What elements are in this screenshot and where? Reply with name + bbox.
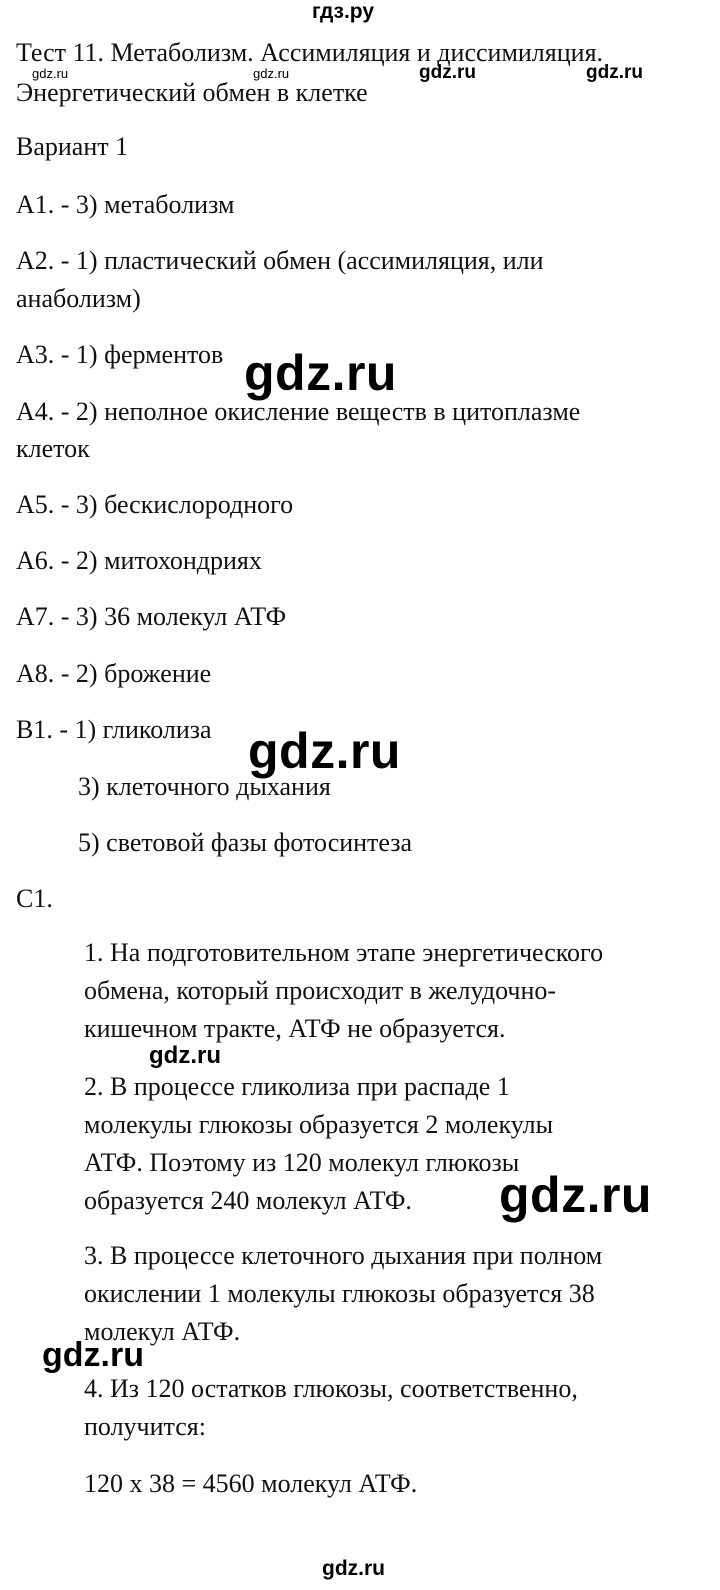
answer-a5: А5. - 3) бескислородного [16, 490, 294, 519]
c1-point-2-line1: 2. В процессе гликолиза при распаде 1 [84, 1072, 510, 1101]
watermark-small-2: gdz.ru [586, 62, 643, 83]
site-header: гдз.ру [312, 0, 375, 23]
c1-point-2-line2: молекулы глюкозы образуется 2 молекулы [84, 1110, 554, 1139]
c1-point-2-line4: образуется 240 молекул АТФ. [84, 1186, 412, 1215]
c1-formula: 120 х 38 = 4560 молекул АТФ. [84, 1469, 418, 1498]
answer-a1: А1. - 3) метаболизм [16, 190, 235, 219]
page-title-line1: Тест 11. Метаболизм. Ассимиляция и диссимиляция. [16, 38, 604, 67]
answer-a8: А8. - 2) брожение [16, 659, 212, 688]
answer-a7: А7. - 3) 36 молекул АТФ [16, 602, 287, 631]
answer-b1-1: В1. - 1) гликолиза [16, 715, 212, 744]
c1-point-4-line1: 4. Из 120 остатков глюкозы, соответственно, [84, 1374, 578, 1403]
c1-point-4-line2: получится: [84, 1412, 206, 1441]
answer-a2-line1: А2. - 1) пластический обмен (ассимиляция, или [16, 246, 544, 275]
watermark-medium-1: gdz.ru [149, 1042, 221, 1069]
watermark-tiny-1: gdz.ru [32, 66, 69, 81]
watermark-big-2: gdz.ru [248, 723, 401, 779]
answer-a6: А6. - 2) митохондриях [16, 546, 262, 575]
c1-point-1-line3: кишечном тракте, АТФ не образуется. [84, 1014, 506, 1043]
c1-point-1-line1: 1. На подготовительном этапе энергетического [84, 938, 604, 967]
answer-a4-line2: клеток [16, 434, 90, 463]
c1-point-1-line2: обмена, который происходит в желудочно- [84, 976, 557, 1005]
answer-b1-5: 5) световой фазы фотосинтеза [78, 828, 413, 857]
page-title-line2: Энергетический обмен в клетке [16, 78, 368, 107]
answer-b1-3: 3) клеточного дыхания [78, 772, 331, 801]
watermark-big-3: gdz.ru [499, 1167, 652, 1223]
watermark-medium-2: gdz.ru [42, 1336, 144, 1374]
c1-point-3-line3: молекул АТФ. [84, 1317, 241, 1346]
watermark-big-1: gdz.ru [244, 345, 397, 401]
answer-a3: А3. - 1) ферментов [16, 340, 224, 369]
watermark-tiny-2: gdz.ru [253, 66, 290, 81]
answer-c1-label: С1. [16, 884, 53, 913]
c1-point-3-line2: окислении 1 молекулы глюкозы образуется 38 [84, 1279, 595, 1308]
variant-label: Вариант 1 [16, 132, 129, 161]
answer-a2-line2: анаболизм) [16, 284, 141, 313]
watermark-small-1: gdz.ru [419, 62, 476, 83]
c1-point-2-line3: АТФ. Поэтому из 120 молекул глюкозы [84, 1148, 520, 1177]
c1-point-3-line1: 3. В процессе клеточного дыхания при полном [84, 1241, 603, 1270]
answer-a4-line1: А4. - 2) неполное окисление веществ в цитоплазме [16, 397, 581, 426]
footer-watermark: gdz.ru [322, 1557, 385, 1580]
